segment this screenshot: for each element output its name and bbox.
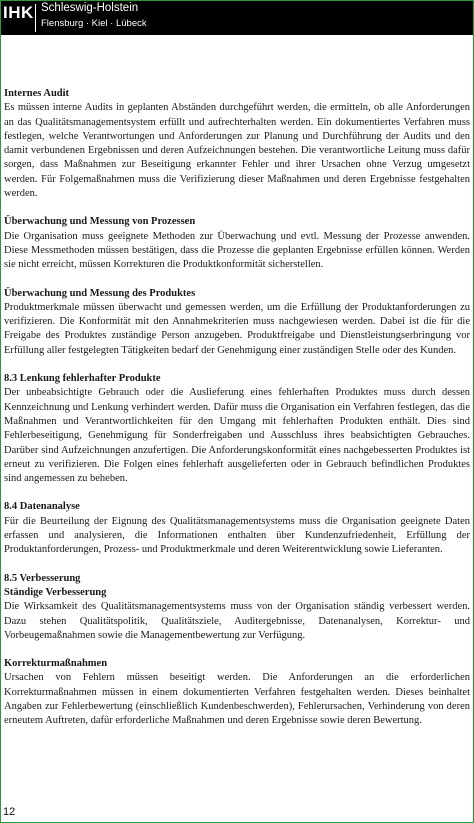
logo-title: Schleswig-Holstein (41, 2, 139, 14)
section-datenanalyse (4, 500, 470, 557)
section-korrekturmassnahmen (4, 657, 470, 728)
section-text: Für die Beurteilung der Eignung des Qualitätsmanagementsystems muss die Organisation geeignete Daten erfassen und analysieren, die Informationen enthalten über Kundenzufriedenheit, Erfüllung der Produktanforderungen, Prozess- und Produktmerkmale und deren Weiterentwicklung sowie Lieferanten. (4, 515, 470, 556)
ihk-logo (1, 1, 161, 35)
section-heading: Korrekturmaßnahmen (4, 658, 108, 670)
section-text: Der unbeabsichtigte Gebrauch oder die Auslieferung eines fehlerhaften Produktes muss durch dessen Kennzeichnung und Lenkung verhindert werden. Dafür muss die Organisation ein Verfahren festlegen, das die Maßnahmen und Verantwortlichkeiten für den Umgang mit fehlerhaften Produkten enthält. Dies sind Fehlerbeseitigung, Genehmigung für Sonderfreigaben und Ausschluss ihres beabsichtigten Gebrauches. Darüber sind Aufzeichnungen anzufertigen. Die Anforderungskonformität eines nachgebesserten Produktes ist erneut zu verifizieren. Die Folgen eines fehlerhaft ausgelieferten oder in Gebrauch befindlichen Produktes sind angemessen zu beheben. (4, 387, 470, 485)
section-verbesserung (4, 572, 470, 643)
section-text: Ursachen von Fehlern müssen beseitigt werden. Die Anforderungen an die erforderlichen Korrekturmaßnahmen müssen in einem dokumentierten Verfahren festgehalten werden. Dieses beinhaltet Angaben zur Fehlerbewertung (einschließlich Kundenbeschwerden), Fehlerursachen, Verhinderung von deren erneutem Auftreten, dafür erforderliche Maßnahmen und deren Ergebnisse sowie deren Bewertung. (4, 672, 470, 727)
section-heading: Überwachung und Messung von Prozessen (4, 216, 196, 228)
section-heading: 8.3 Lenkung fehlerhafter Produkte (4, 373, 161, 385)
section-ueberwachung-prozesse (4, 215, 470, 272)
section-text: Die Wirksamkeit des Qualitätsmanagementsystems muss von der Organisation ständig verbessert werden. Dazu stehen Qualitätspolitik, Qualitätsziele, Auditergebnisse, Datenanalysen, Korrektur- und Vorbeugemaßnahmen sowie die Managementbewertung zur Verfügung. (4, 601, 470, 641)
section-heading: 8.5 Verbesserung (4, 572, 81, 584)
document-body (4, 87, 470, 743)
section-subheading: Ständige Verbesserung (4, 586, 107, 598)
section-internes-audit (4, 87, 470, 201)
header-bar (1, 1, 473, 35)
section-heading: 8.4 Datenanalyse (4, 501, 80, 513)
page-number: 12 (3, 806, 16, 818)
section-lenkung-fehlerhafter-produkte (4, 372, 470, 486)
section-heading: Internes Audit (4, 88, 70, 99)
section-heading: Überwachung und Messung des Produktes (4, 287, 196, 299)
section-text: Es müssen interne Audits in geplanten Abständen durchgeführt werden, die ermitteln, ob alle Anforderungen an das Qualitätsmanagementsystem erfüllt und aufrechterhalten werden. Ein dokumentiertes Verfahren muss festlegen, welche Verantwortungen und Anforderungen zur Planung und Durchführung der Audits und den damit verbundenen Ergebnissen und deren Aufzeichnungen bestehen. Die verantwortliche Leitung muss dafür sorgen, dass Maßnahmen zur Beseitigung erkannter Fehler und ihrer Ursachen ohne Verzug umgesetzt werden. Für Folgemaßnahmen muss die Verifizierung dieser Maßnahmen und deren Ergebnisse festgehalten werden. (4, 102, 470, 200)
section-ueberwachung-produkt (4, 287, 470, 358)
section-text: Die Organisation muss geeignete Methoden zur Überwachung und evtl. Messung der Prozesse anwenden. Diese Messmethoden müssen bestätigen, dass die Prozesse die geplanten Ergebnisse erfüllen können. Werden sie nicht erreicht, müssen Korrekturen die Produktkonformität sicherstellen. (4, 230, 470, 271)
section-text: Produktmerkmale müssen überwacht und gemessen werden, um die Erfüllung der Produktanforderungen zu verifizieren. Die Konformität mit den Annahmekriterien muss nachgewiesen werden. Dabei ist die für die Freigabe des Produktes zuständige Person anzugeben. Produktfreigabe und Dienstleistungserbringung vor Erfüllung aller festgelegten Tätigkeiten bedarf der Genehmigung einer zuständigen Stelle oder des Kunden. (4, 301, 470, 356)
logo-mark: IHK (3, 3, 34, 22)
logo-divider (35, 4, 36, 32)
logo-subtitle: Flensburg · Kiel · Lübeck (41, 18, 147, 29)
